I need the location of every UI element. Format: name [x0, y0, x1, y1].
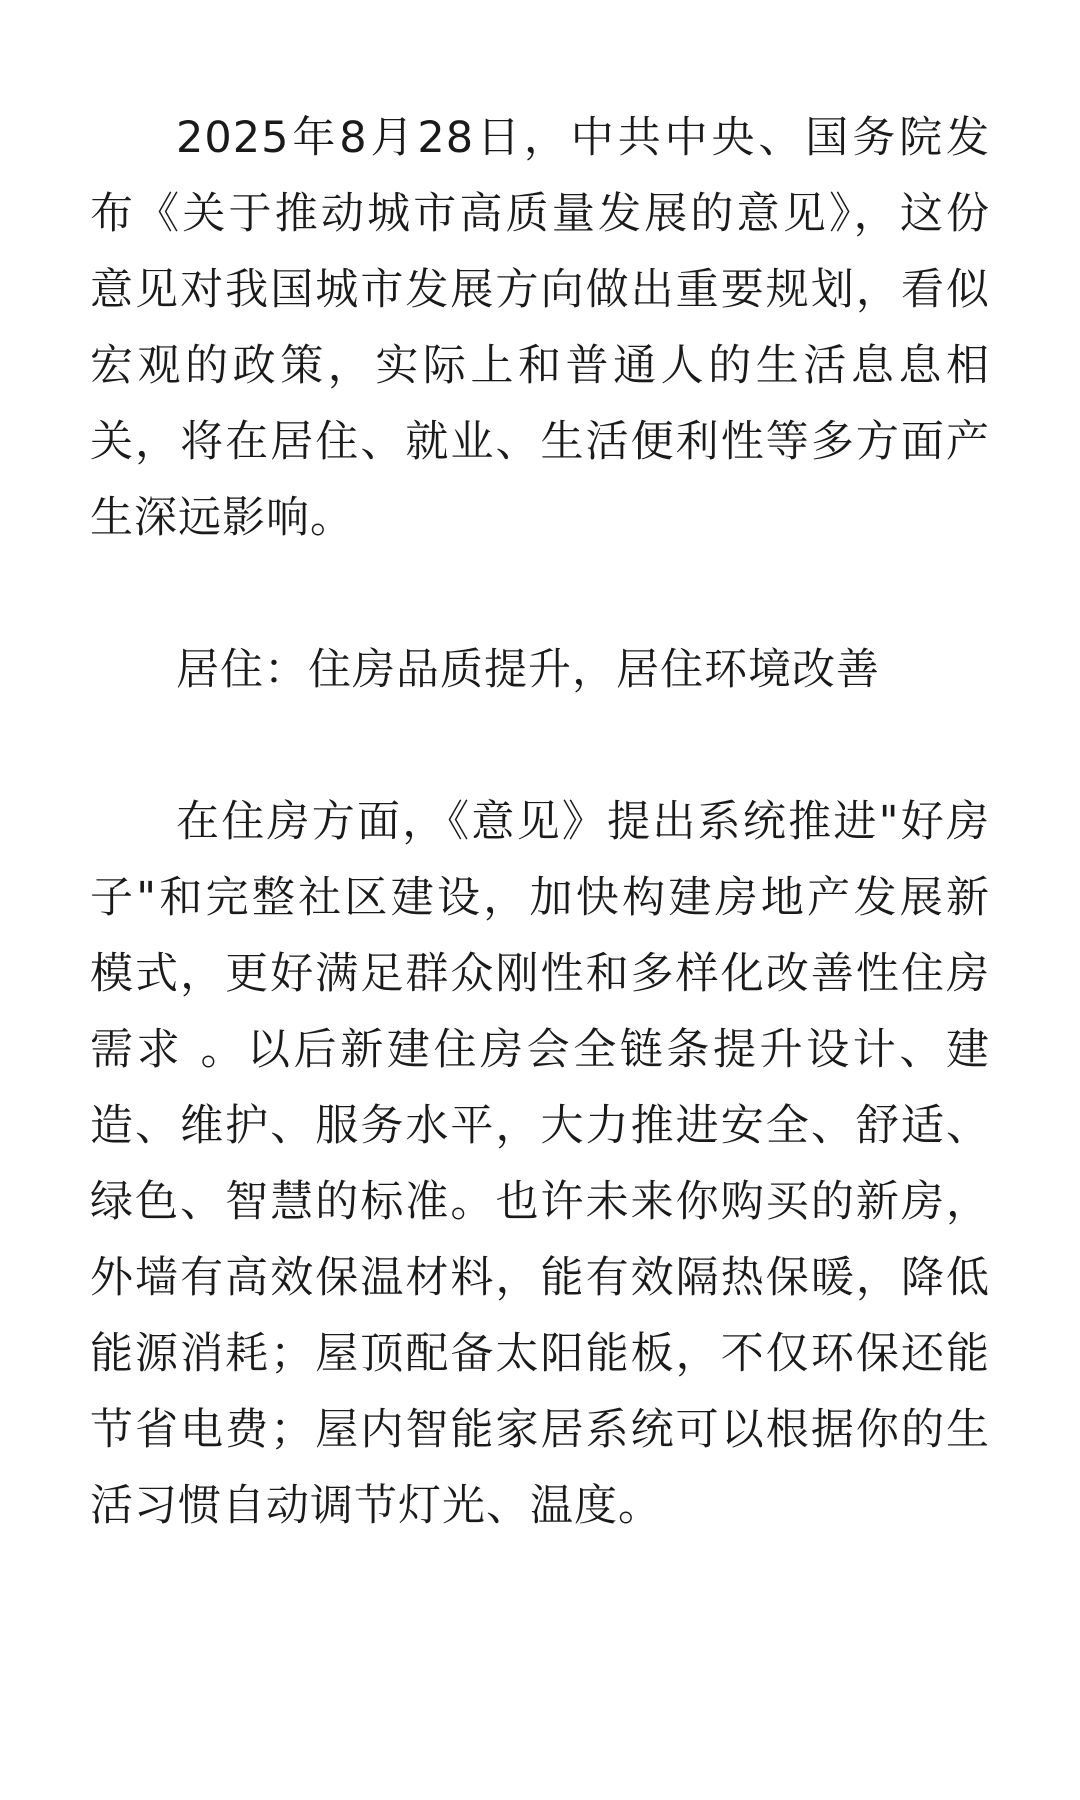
section-heading: 居住：住房品质提升，居住环境改善	[176, 645, 880, 695]
paragraph-spacer	[90, 708, 990, 784]
housing-paragraph: 在住房方面，《意见》提出系统推进"好房子"和完整社区建设，加快构建房地产发展新模式，更好满足群众刚性和多样化改善性住房需求 。以后新建住房会全链条提升设计、建造、维护、服务水平，大力推进安全、舒适、绿色、智慧的标准。也许未来你购买的新房，外墙有高效保温材料，能有效隔热保暖，降低能源消耗；屋顶配备太阳能板，不仅环保还能节省电费；屋内智能家居系统可以根据你的生活习惯自动调节灯光、温度。	[90, 797, 990, 1531]
article-body	[90, 100, 990, 1544]
intro-paragraph: 2025年8月28日，中共中央、国务院发布《关于推动城市高质量发展的意见》，这份意见对我国城市发展方向做出重要规划，看似宏观的政策，实际上和普通人的生活息息相关，将在居住、就业、生活便利性等多方面产生深远影响。	[90, 113, 990, 543]
paragraph-spacer	[90, 556, 990, 632]
